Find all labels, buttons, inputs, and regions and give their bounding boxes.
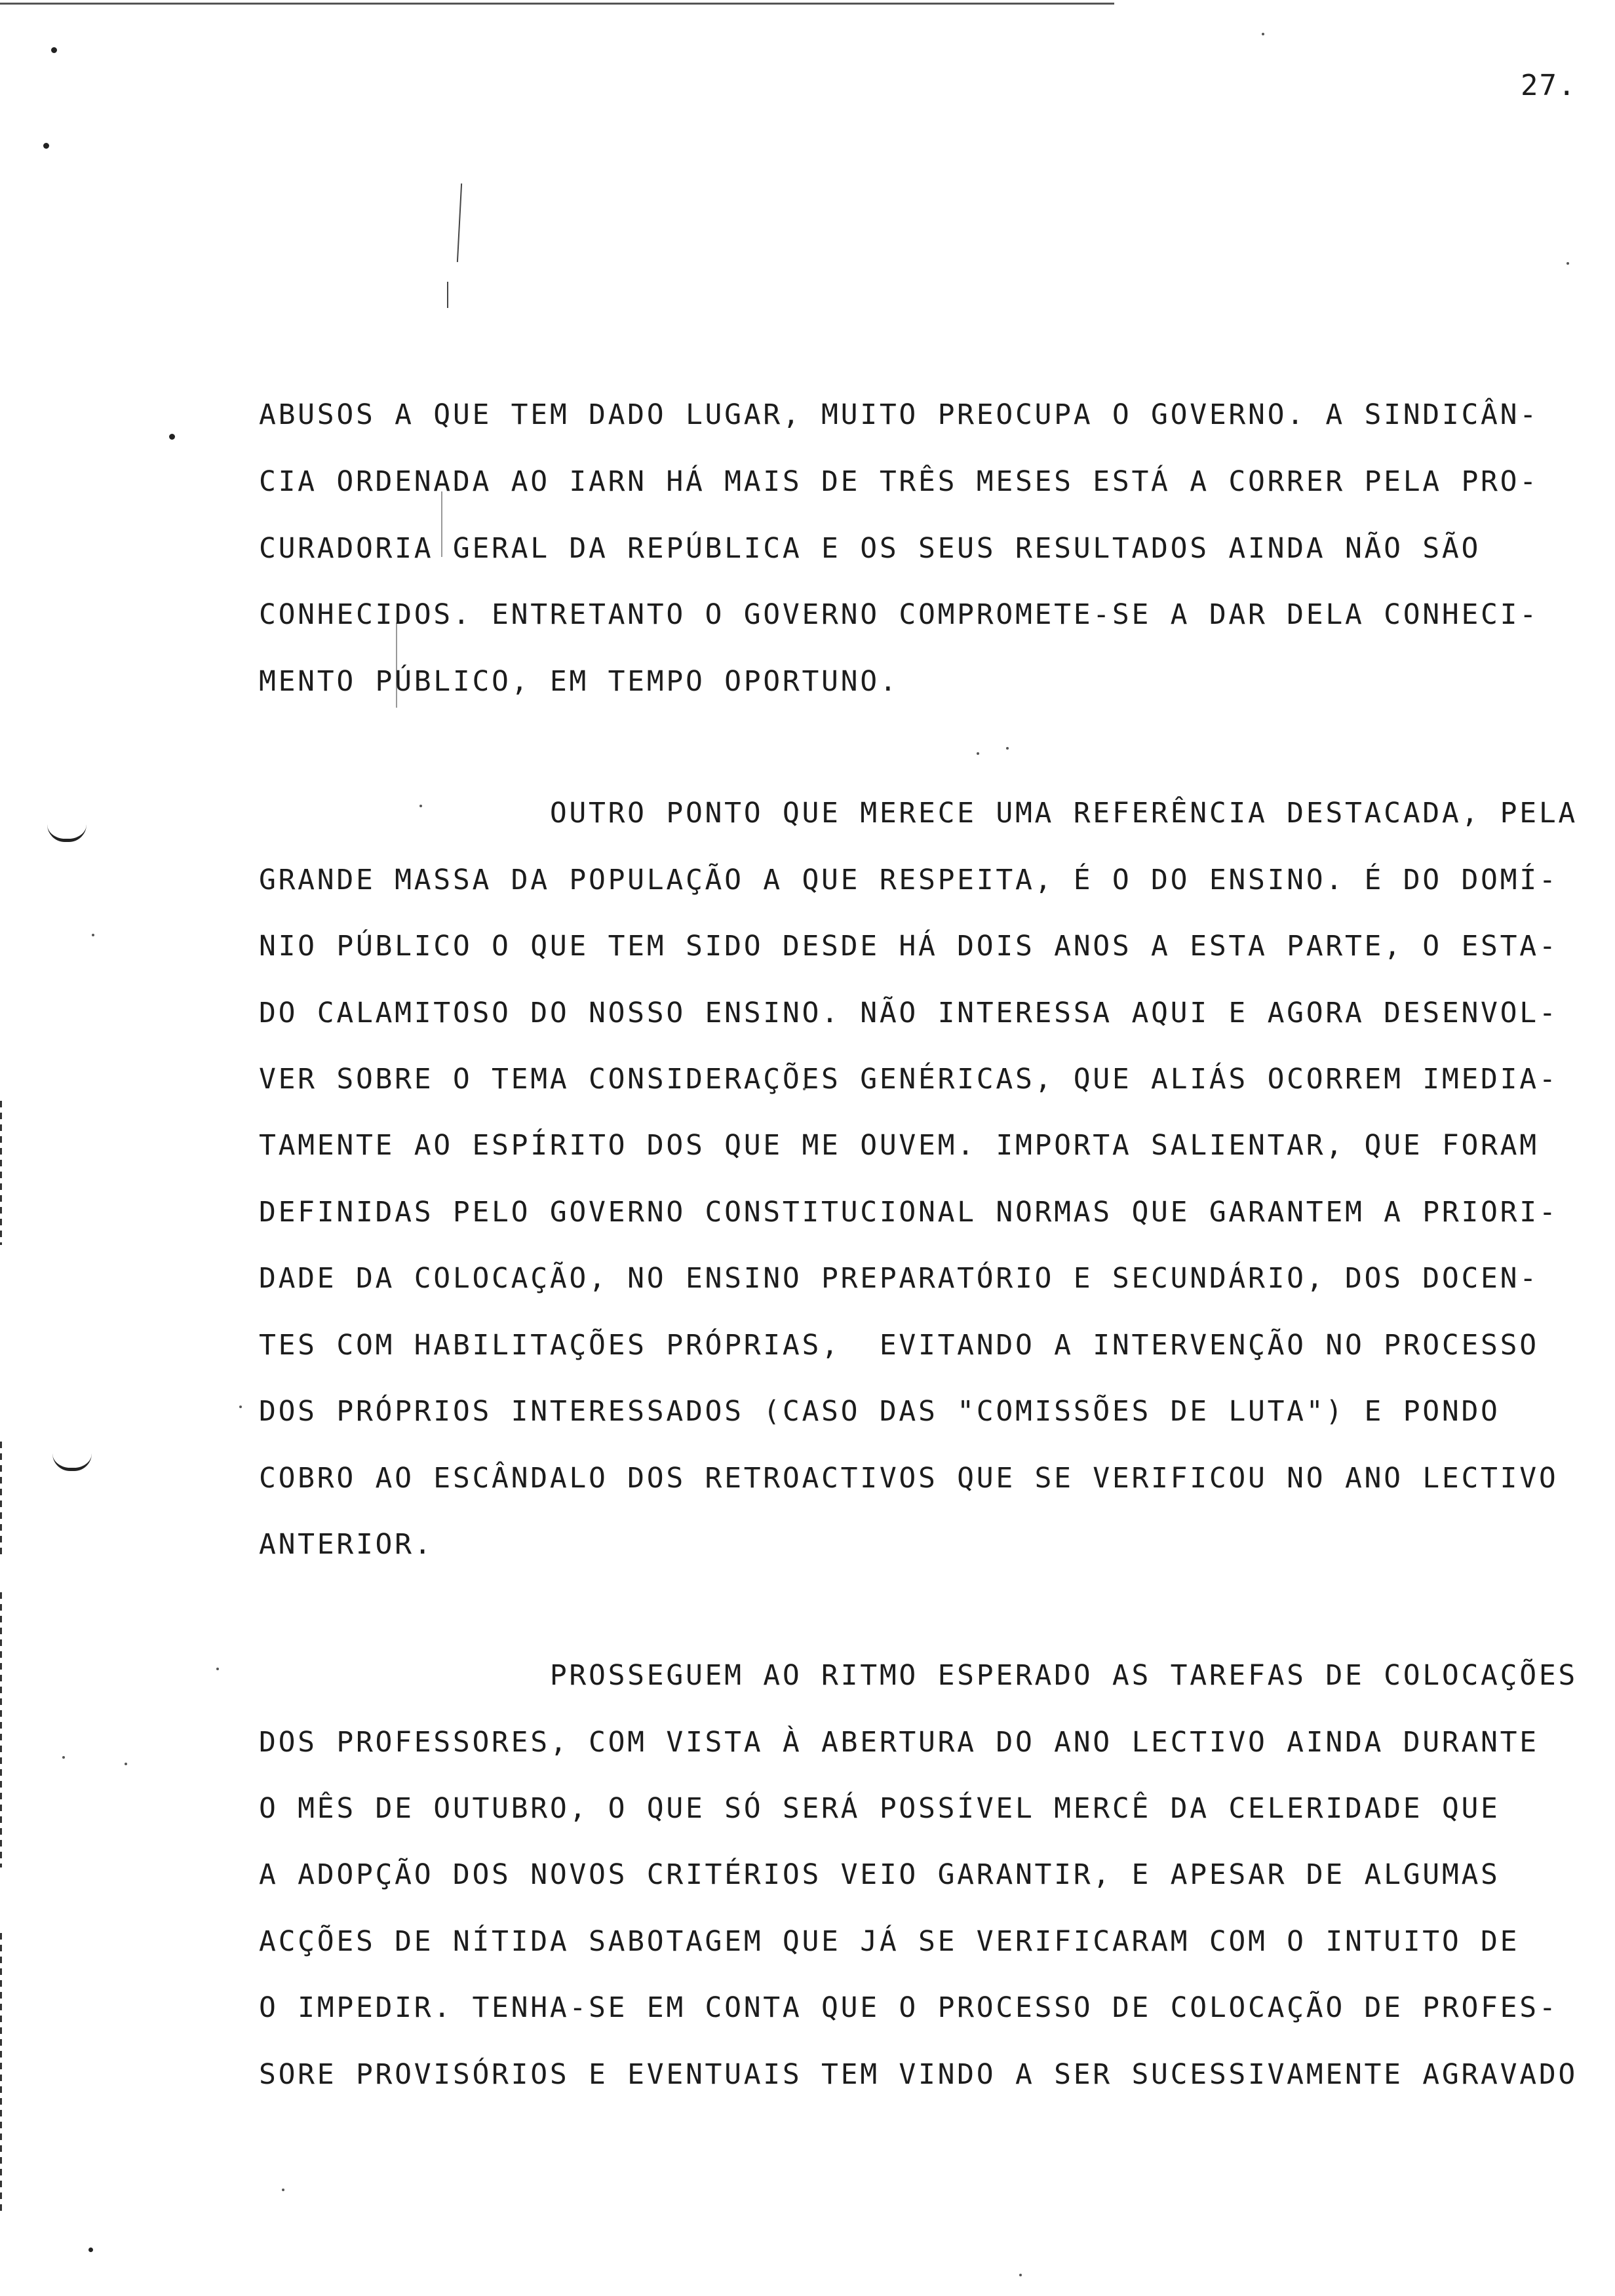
text-line: O MÊS DE OUTUBRO, O QUE SÓ SERÁ POSSÍVEL MERCÊ DA CELERIDADE QUE [259,1792,1500,1825]
text-line: DOS PRÓPRIOS INTERESSADOS (CASO DAS "COMISSÕES DE LUTA") E PONDO [259,1395,1500,1428]
text-line: VER SOBRE O TEMA CONSIDERAÇÕES GENÉRICAS, QUE ALIÁS OCORREM IMEDIA- [259,1063,1559,1096]
text-line: ANTERIOR. [259,1528,434,1561]
text-line: TES COM HABILITAÇÕES PRÓPRIAS, EVITANDO A INTERVENÇÃO NO PROCESSO [259,1329,1539,1362]
scan-speck [282,2189,284,2191]
scan-speck [1006,747,1009,750]
text-line: CONHECIDOS. ENTRETANTO O GOVERNO COMPROMETE-SE A DAR DELA CONHECI- [259,598,1539,631]
text-line: DOS PROFESSORES, COM VISTA À ABERTURA DO ANO LECTIVO AINDA DURANTE [259,1726,1539,1759]
text-line: DO CALAMITOSO DO NOSSO ENSINO. NÃO INTERESSA AQUI E AGORA DESENVOL- [259,997,1559,1029]
scan-speck [216,1668,219,1670]
scan-edge [0,1442,2,1559]
text-line: COBRO AO ESCÂNDALO DOS RETROACTIVOS QUE SE VERIFICOU NO ANO LECTIVO [259,1462,1559,1495]
scan-speck [125,1763,127,1765]
text-line: PROSSEGUEM AO RITMO ESPERADO AS TAREFAS DE COLOCAÇÕES [259,1659,1578,1692]
punch-hole-mark [52,1453,92,1471]
text-line: DADE DA COLOCAÇÃO, NO ENSINO PREPARATÓRIO E SECUNDÁRIO, DOS DOCEN- [259,1262,1539,1295]
text-line: GRANDE MASSA DA POPULAÇÃO A QUE RESPEITA, É O DO ENSINO. É DO DOMÍ- [259,864,1559,896]
text-line: CURADORIA GERAL DA REPÚBLICA E OS SEUS RESULTADOS AINDA NÃO SÃO [259,532,1481,565]
text-line: ABUSOS A QUE TEM DADO LUGAR, MUITO PREOCUPA O GOVERNO. A SINDICÂN- [259,398,1539,431]
scan-speck [1262,33,1264,35]
text-line: O IMPEDIR. TENHA-SE EM CONTA QUE O PROCESSO DE COLOCAÇÃO DE PROFES- [259,1991,1559,2024]
text-line: A ADOPÇÃO DOS NOVOS CRITÉRIOS VEIO GARANTIR, E APESAR DE ALGUMAS [259,1858,1500,1891]
scan-speck [51,47,57,53]
scan-speck [43,143,49,149]
text-line: OUTRO PONTO QUE MERECE UMA REFERÊNCIA DESTACADA, PELA [259,797,1578,830]
scan-speck [169,434,175,440]
text-line: NIO PÚBLICO O QUE TEM SIDO DESDE HÁ DOIS ANOS A ESTA PARTE, O ESTA- [259,930,1559,963]
scan-speck [1019,2274,1022,2276]
scan-speck [88,2248,93,2252]
scan-stroke [447,282,448,308]
scan-edge [0,1592,2,1867]
text-line: DEFINIDAS PELO GOVERNO CONSTITUCIONAL NORMAS QUE GARANTEM A PRIORI- [259,1196,1559,1229]
scan-stroke [457,183,462,262]
text-line: SORE PROVISÓRIOS E EVENTUAIS TEM VINDO A SER SUCESSIVAMENTE AGRAVADO [259,2058,1578,2091]
scan-edge [0,1101,2,1245]
scan-speck [1566,262,1569,265]
punch-hole-mark [47,824,87,842]
page-number: 27. [1521,69,1577,102]
text-line: MENTO PÚBLICO, EM TEMPO OPORTUNO. [259,665,899,698]
top-rule [0,3,1114,5]
scan-speck [977,752,979,755]
scan-speck [92,934,94,936]
text-line: TAMENTE AO ESPÍRITO DOS QUE ME OUVEM. IMPORTA SALIENTAR, QUE FORAM [259,1129,1539,1162]
scan-speck [62,1756,65,1759]
scan-edge [0,1933,2,2215]
text-line: CIA ORDENADA AO IARN HÁ MAIS DE TRÊS MESES ESTÁ A CORRER PELA PRO- [259,465,1539,498]
text-line: ACÇÕES DE NÍTIDA SABOTAGEM QUE JÁ SE VERIFICARAM COM O INTUITO DE [259,1925,1520,1958]
scan-speck [239,1406,242,1408]
